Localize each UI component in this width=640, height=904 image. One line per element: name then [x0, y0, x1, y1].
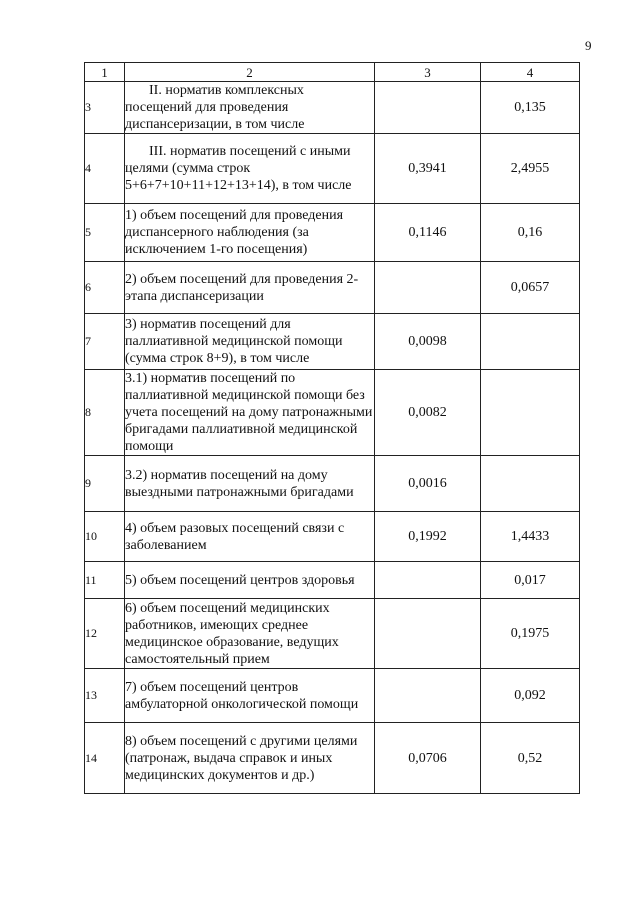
row-number: 8 [85, 370, 125, 456]
value-col4 [481, 314, 580, 370]
row-description: 8) объем посещений с другими целями (патронаж, выдача справок и иных медицинских документов и др.) [125, 723, 375, 794]
table-row [85, 562, 580, 599]
value-col3 [375, 262, 481, 314]
row-description: II. норматив комплексных посещений для проведения диспансеризации, в том числе [125, 82, 375, 134]
header-cell-1: 1 [85, 63, 125, 82]
value-col4: 0,1975 [481, 599, 580, 669]
value-col3: 0,3941 [375, 134, 481, 204]
row-description: 5) объем посещений центров здоровья [125, 562, 375, 599]
value-col4: 0,017 [481, 562, 580, 599]
row-number: 5 [85, 204, 125, 262]
value-col3: 0,0098 [375, 314, 481, 370]
value-col4: 1,4433 [481, 512, 580, 562]
value-col4: 0,52 [481, 723, 580, 794]
value-col4: 0,135 [481, 82, 580, 134]
value-col3: 0,0082 [375, 370, 481, 456]
row-number: 4 [85, 134, 125, 204]
value-col3 [375, 82, 481, 134]
value-col3: 0,1992 [375, 512, 481, 562]
row-number: 12 [85, 599, 125, 669]
value-col4: 0,092 [481, 669, 580, 723]
value-col4: 0,0657 [481, 262, 580, 314]
table-row [85, 370, 580, 456]
row-description: 4) объем разовых посещений связи с заболеванием [125, 512, 375, 562]
row-description: 3.2) норматив посещений на дому выездными патронажными бригадами [125, 456, 375, 512]
page-number: 9 [585, 38, 592, 53]
value-col3: 0,1146 [375, 204, 481, 262]
header-cell-2: 2 [125, 63, 375, 82]
value-col4 [481, 370, 580, 456]
row-number: 6 [85, 262, 125, 314]
row-description: III. норматив посещений с иными целями (сумма строк 5+6+7+10+11+12+13+14), в том числе [125, 134, 375, 204]
table-row [85, 456, 580, 512]
table-row [85, 82, 580, 134]
row-description: 7) объем посещений центров амбулаторной онкологической помощи [125, 669, 375, 723]
header-cell-4: 4 [481, 63, 580, 82]
value-col4: 0,16 [481, 204, 580, 262]
value-col3: 0,0706 [375, 723, 481, 794]
table-row [85, 669, 580, 723]
row-number: 11 [85, 562, 125, 599]
value-col3 [375, 599, 481, 669]
table-row [85, 262, 580, 314]
table-row [85, 204, 580, 262]
row-number: 10 [85, 512, 125, 562]
table-row [85, 599, 580, 669]
row-number: 9 [85, 456, 125, 512]
row-number: 7 [85, 314, 125, 370]
table-row [85, 512, 580, 562]
value-col3: 0,0016 [375, 456, 481, 512]
value-col3 [375, 562, 481, 599]
row-number: 14 [85, 723, 125, 794]
row-description: 1) объем посещений для проведения диспансерного наблюдения (за исключением 1-го посещения) [125, 204, 375, 262]
norms-table [84, 62, 580, 794]
row-description: 6) объем посещений медицинских работников, имеющих среднее медицинское образование, ведущих самостоятельный прием [125, 599, 375, 669]
row-number: 3 [85, 82, 125, 134]
table-row [85, 723, 580, 794]
value-col3 [375, 669, 481, 723]
table-row [85, 314, 580, 370]
row-description: 3.1) норматив посещений по паллиативной медицинской помощи без учета посещений на дому патронажными бригадами паллиативной медицинской помощи [125, 370, 375, 456]
row-description: 2) объем посещений для проведения 2-этапа диспансеризации [125, 262, 375, 314]
value-col4: 2,4955 [481, 134, 580, 204]
row-number: 13 [85, 669, 125, 723]
value-col4 [481, 456, 580, 512]
header-cell-3: 3 [375, 63, 481, 82]
table-header-row [85, 63, 580, 82]
row-description: 3) норматив посещений для паллиативной медицинской помощи (сумма строк 8+9), в том числе [125, 314, 375, 370]
table-row [85, 134, 580, 204]
